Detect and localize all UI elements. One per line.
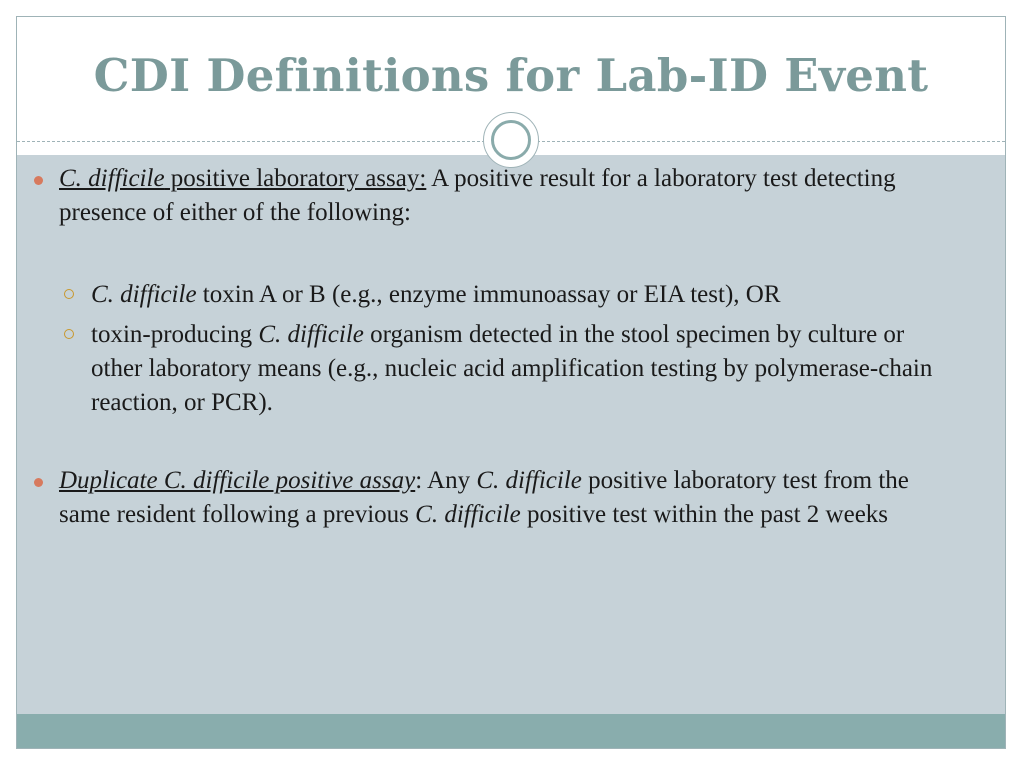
- bullet-duplicate: [30, 464, 960, 532]
- bullet-text: A positive result for a laboratory test detecting presence of either of the following:: [59, 165, 896, 226]
- footer-bar: [17, 714, 1005, 748]
- circle-ornament-icon: [483, 112, 539, 168]
- duplicate-term: Duplicate C. difficile positive assay: [59, 467, 416, 494]
- sub-italic: C. difficile: [91, 281, 197, 308]
- duplicate-colon: : Any: [415, 467, 477, 494]
- hollow-circle-icon: [64, 329, 74, 339]
- term-italic: C. difficile: [59, 165, 165, 192]
- slide-title: CDI Definitions for Lab-ID Event: [93, 49, 929, 102]
- sub-text: toxin A or B (e.g., enzyme immunoassay or EIA test), OR: [196, 281, 781, 308]
- duplicate-mid: positive laboratory test from the same resident following a previous: [59, 467, 909, 528]
- bullet-dot-icon: [34, 176, 43, 185]
- bullet-dot-icon: [34, 478, 43, 487]
- sub-item-organism: [30, 318, 960, 420]
- sub-list: [30, 278, 960, 420]
- duplicate-end: positive test within the past 2 weeks: [520, 501, 889, 528]
- italic-term: C. difficile: [415, 501, 521, 528]
- term-label: positive laboratory assay:: [164, 165, 427, 192]
- circle-ring-icon: [491, 120, 531, 160]
- hollow-circle-icon: [64, 289, 74, 299]
- sub-item-toxin: [30, 278, 960, 312]
- slide-body: [30, 162, 960, 532]
- italic-term: C. difficile: [476, 467, 582, 494]
- sub-pre: toxin-producing: [91, 321, 259, 348]
- sub-italic: C. difficile: [258, 321, 364, 348]
- sub-text: organism detected in the stool specimen by culture or other laboratory means (e.g., nucleic acid amplification testing by polymerase-chain reaction, or PCR).: [91, 321, 933, 416]
- bullet-lab-assay: [30, 162, 960, 230]
